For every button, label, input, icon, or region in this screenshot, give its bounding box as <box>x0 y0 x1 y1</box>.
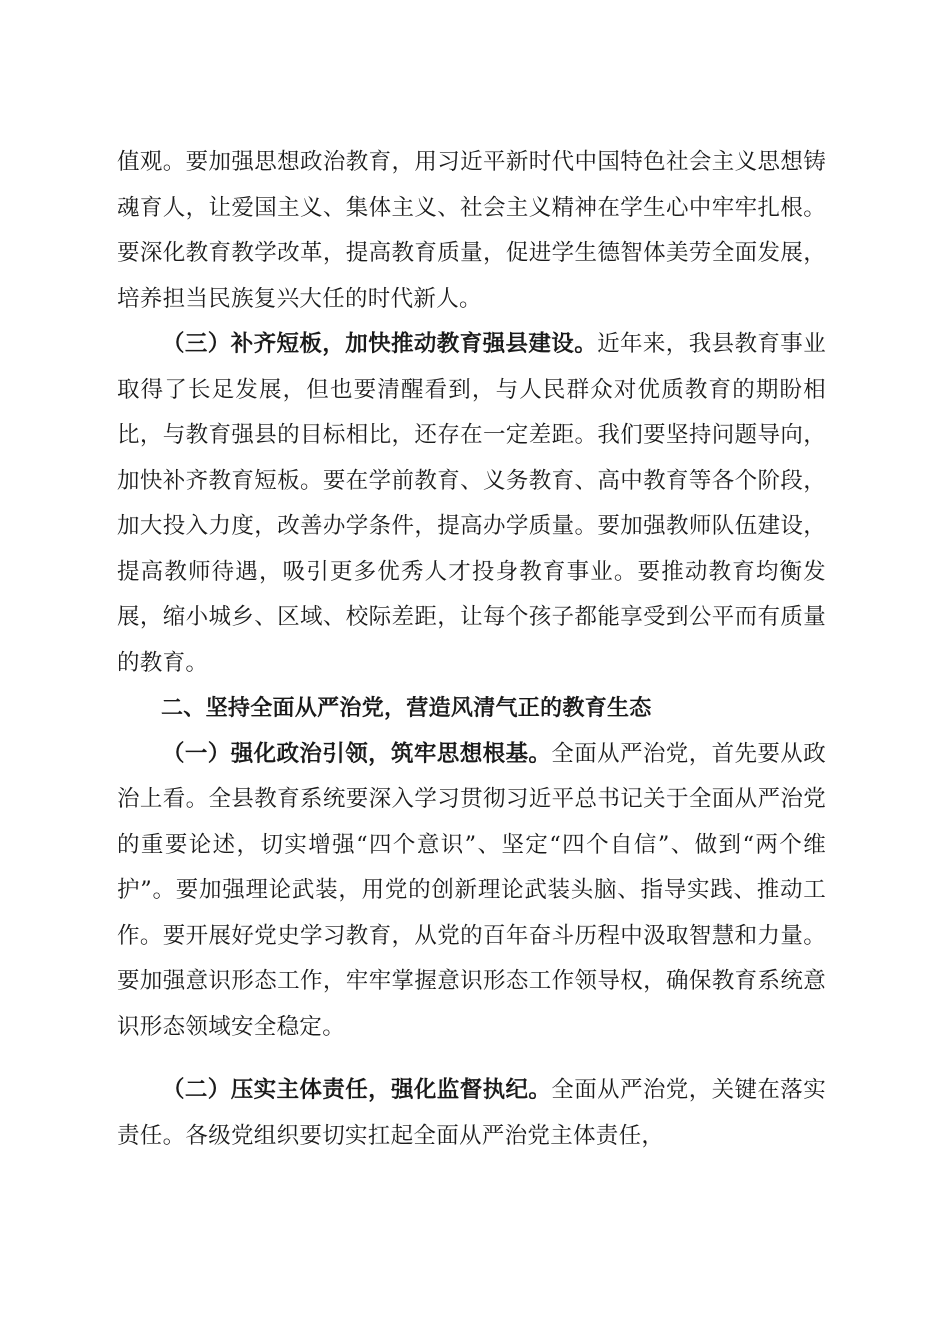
paragraph-two <box>117 1068 826 1159</box>
paragraph-three <box>117 322 826 686</box>
paragraph-body: 值观。要加强思想政治教育，用习近平新时代中国特色社会主义思想铸魂育人，让爱国主义、集体主义、社会主义精神在学生心中牢牢扎根。要深化教育教学改革，提高教育质量，促进学生德智体美劳全面发展，培养担当民族复兴大任的时代新人。 <box>117 149 826 312</box>
paragraph-one <box>117 732 826 1051</box>
section-heading-two: 二、坚持全面从严治党，营造风清气正的教育生态 <box>161 696 652 721</box>
subheading-three: （三）补齐短板，加快推动教育强县建设。 <box>162 331 598 357</box>
paragraph-gap <box>117 1050 826 1068</box>
subheading-two: （二）压实主体责任，强化监督执纪。 <box>162 1077 552 1103</box>
paragraph-body: 全面从严治党，首先要从政治上看。全县教育系统要深入学习贯彻习近平总书记关于全面从严治党的重要论述，切实增强“四个意识”、坚定“四个自信”、做到“两个维护”。要加强理论武装，用党的创新理论武装头脑、指导实践、推动工作。要开展好党史学习教育，从党的百年奋斗历程中汲取智慧和力量。要加强意识形态工作，牢牢掌握意识形态工作领导权，确保教育系统意识形态领域安全稳定。 <box>117 740 826 1040</box>
paragraph-body: 全面从严治党，关键在落实责任。各级党组织要切实扛起全面从严治党主体责任， <box>117 1077 826 1149</box>
paragraph-body: 近年来，我县教育事业取得了长足发展，但也要清醒看到，与人民群众对优质教育的期盼相比，与教育强县的目标相比，还存在一定差距。我们要坚持问题导向，加快补齐教育短板。要在学前教育、义务教育、高中教育等各个阶段，加大投入力度，改善办学条件，提高办学质量。要加强教师队伍建设，提高教师待遇，吸引更多优秀人才投身教育事业。要推动教育均衡发展，缩小城乡、区域、校际差距，让每个孩子都能享受到公平而有质量的教育。 <box>117 331 826 676</box>
paragraph-continuation <box>117 140 826 322</box>
document-body <box>117 140 826 1159</box>
subheading-one: （一）强化政治引领，筑牢思想根基。 <box>162 740 552 767</box>
